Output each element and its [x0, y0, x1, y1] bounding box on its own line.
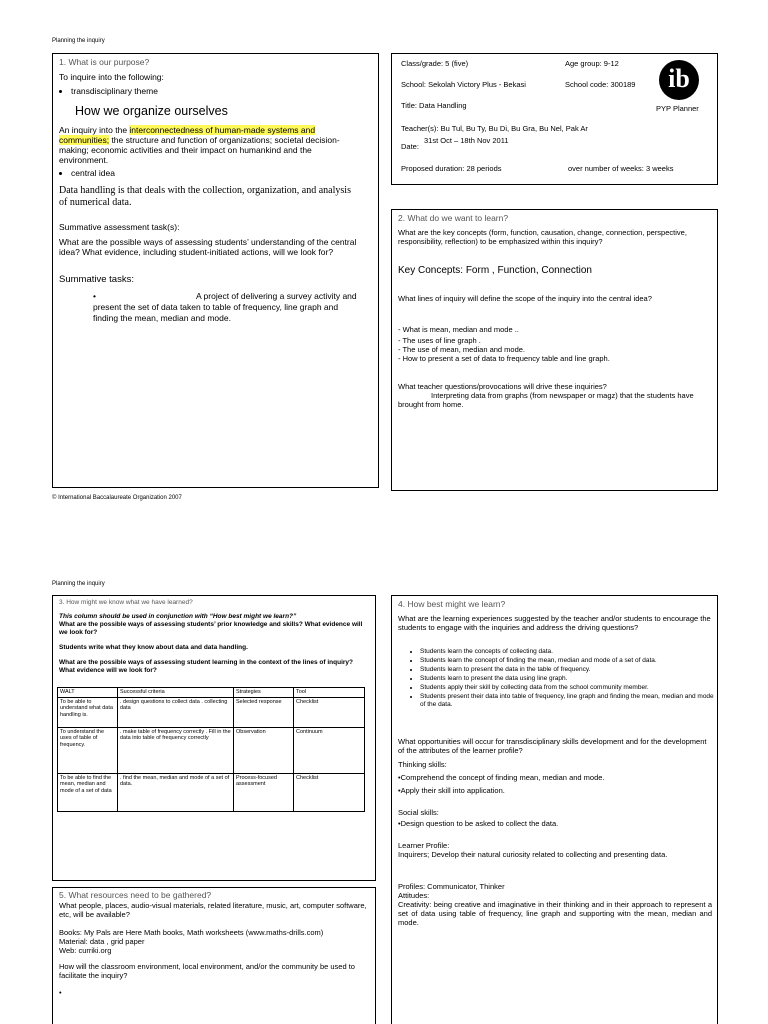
- line-of-inquiry: - The uses of line graph .: [398, 336, 481, 345]
- resources-question: What people, places, audio-visual materials, related literature, music, art, computer software, etc, will be available?: [59, 901, 367, 919]
- table-cell: . make table of frequency correctly . Fill in the data into table of frequency correctly: [118, 727, 234, 773]
- table-cell: Checklist: [294, 773, 365, 811]
- provocations: Interpreting data from graphs (from newspaper or magz) that the students have brought from home.: [398, 391, 694, 409]
- assessing-learning-question: What are the possible ways of assessing student learning in the context of the lines of inquiry? What evidence will we look for?: [59, 659, 353, 674]
- theme-desc-pre: An inquiry into the: [59, 125, 130, 135]
- line-of-inquiry: - How to present a set of data to frequency table and line graph.: [398, 354, 610, 363]
- table-header: Successful criteria: [118, 688, 234, 698]
- central-bullet-list: [59, 168, 115, 178]
- list-item: • Students learn to present the data in the table of frequency.: [420, 666, 720, 674]
- class-grade: Class/grade: 5 (five): [401, 59, 469, 68]
- unit-title: Title: Data Handling: [401, 101, 467, 110]
- central-idea: Data handling is that deals with the collection, organization, and analysis of numerical data.: [59, 185, 351, 208]
- table-header: Strategies: [234, 688, 294, 698]
- social-skill: •Design question to be asked to collect the data.: [398, 819, 559, 828]
- summative-task-text: A project of delivering a survey activity and present the set of data taken to table of frequency, line graph and finding the mean, median and mode.: [93, 291, 357, 323]
- table-cell: Selected response: [234, 697, 294, 727]
- transdisciplinary-skills-question: What opportunities will occur for transdisciplinary skills development and for the development of the attributes of the learner profile?: [398, 737, 707, 755]
- list-item: • Students present their data into table of frequency, line graph and finding the mean, median and mode of the data.: [420, 693, 720, 709]
- theme-desc-post: the structure and function of organizations; societal decision-making; economic activities and their impact on humankind and the environment.: [59, 135, 340, 165]
- summative-tasks-label: Summative tasks:: [59, 274, 134, 285]
- key-concepts: Key Concepts: Form , Function, Connection: [398, 265, 592, 276]
- table-cell: Observation: [234, 727, 294, 773]
- list-item: • Students apply their skill by collecting data from the school community member.: [420, 684, 720, 692]
- learn-heading: 2. What do we want to learn?: [398, 213, 509, 223]
- table-header: WALT: [58, 688, 118, 698]
- resources-books: Books: My Pals are Here Math books, Math worksheets (www.maths-drills.com): [59, 928, 324, 937]
- school-code: School code: 300189: [565, 80, 636, 89]
- page2-header: Planning the inquiry: [52, 581, 105, 587]
- table-row: [58, 697, 365, 727]
- age-group: Age group: 9-12: [565, 59, 619, 68]
- ib-logo-icon: ib: [659, 60, 699, 100]
- page1-header: Planning the inquiry: [52, 38, 105, 44]
- environment-bullet: •: [59, 988, 62, 997]
- learning-experiences-question: What are the learning experiences suggested by the teacher and/or students to encourage the students to engage with the inquiries and address the driving questions?: [398, 614, 711, 632]
- key-concepts-question: What are the key concepts (form, function, causation, change, connection, perspective, responsibility, reflection) to be emphasized within this inquiry?: [398, 228, 687, 246]
- thinking-skill: •Apply their skill into application.: [398, 786, 505, 795]
- line-of-inquiry: - What is mean, median and mode ..: [398, 325, 519, 334]
- table-cell: Checklist: [294, 697, 365, 727]
- table-row: [58, 727, 365, 773]
- know-box: [52, 595, 376, 881]
- number-of-weeks: over number of weeks: 3 weeks: [568, 164, 674, 173]
- date-label: Date:: [401, 142, 419, 151]
- page1-footer: © International Baccalaureate Organization 2007: [52, 495, 182, 501]
- table-row: [58, 773, 365, 811]
- date-value: 31st Oct – 18th Nov 2011: [424, 136, 509, 145]
- provocations-question: What teacher questions/provocations will drive these inquiries?: [398, 382, 607, 391]
- table-cell: To understand the uses of table of frequency.: [58, 727, 118, 773]
- prior-knowledge-question: What are the possible ways of assessing students’ prior knowledge and skills? What evidence will we look for?: [59, 621, 363, 636]
- list-item: • Students learn the concepts of collecting data.: [420, 648, 720, 656]
- lines-of-inquiry: [398, 325, 708, 363]
- environment-question: How will the classroom environment, local environment, and/or the community be used to facilitate the inquiry?: [59, 962, 355, 980]
- attitudes: Creativity: being creative and imaginative in their thinking and in their approach to represent a set of data using table of frequency, line graph and supporting witn the mean, median and mode.: [398, 900, 712, 927]
- theme-bullet: • transdisciplinary theme: [71, 86, 158, 96]
- profiles: Profiles: Communicator, Thinker: [398, 882, 505, 891]
- learner-profile-label: Learner Profile:: [398, 841, 450, 850]
- school-name: School: Sekolah Victory Plus - Bekasi: [401, 80, 526, 89]
- line-of-inquiry: - The use of mean, median and mode.: [398, 345, 526, 354]
- info-box: [391, 53, 718, 185]
- list-item: • Students learn to present the data using line graph.: [420, 675, 720, 683]
- theme-desc-highlight: interconnectedness of human-made systems and communities;: [59, 125, 316, 145]
- assessment-table: [57, 687, 365, 812]
- resources-heading: 5. What resources need to be gathered?: [59, 890, 212, 900]
- table-cell: To be able to understand what data handling is.: [58, 697, 118, 727]
- transdisciplinary-theme: How we organize ourselves: [75, 104, 228, 118]
- table-cell: To be able to find the mean, median and mode of a set of data: [58, 773, 118, 811]
- learn-box: [391, 209, 718, 491]
- thinking-skills-label: Thinking skills:: [398, 760, 447, 769]
- summative-label: Summative assessment task(s):: [59, 222, 180, 232]
- prior-knowledge: Students write what they know about data and data handling.: [59, 644, 248, 651]
- learning-experiences-list: [408, 648, 720, 709]
- proposed-duration: Proposed duration: 28 periods: [401, 164, 502, 173]
- central-idea-bullet: • central idea: [71, 168, 115, 178]
- list-item: • Students learn the concept of finding the mean, median and mode of a set of data.: [420, 657, 720, 665]
- theme-description: [59, 125, 359, 165]
- resources-web: Web: curriki.org: [59, 946, 112, 955]
- pyp-planner-label: PYP Planner: [656, 104, 699, 113]
- know-note: This column should be used in conjunction with “How best might we learn?”: [59, 613, 297, 620]
- social-skills-label: Social skills:: [398, 808, 439, 817]
- theme-bullet-list: [59, 86, 158, 96]
- best-heading: 4. How best might we learn?: [398, 599, 506, 609]
- table-header: Tool: [294, 688, 365, 698]
- table-cell: . find the mean, median and mode of a set of data.: [118, 773, 234, 811]
- table-cell: Process-focused assessment: [234, 773, 294, 811]
- summative-task: • A project of delivering a survey activity and present the set of data taken to table of frequency, line graph and finding the mean, median and mode.: [93, 291, 357, 323]
- purpose-heading: 1. What is our purpose?: [59, 57, 150, 67]
- summative-question: What are the possible ways of assessing students’ understanding of the central idea? What evidence, including student-initiated actions, will we look for?: [59, 237, 357, 257]
- attitudes-label: Attitudes:: [398, 891, 430, 900]
- lines-of-inquiry-question: What lines of inquiry will define the scope of the inquiry into the central idea?: [398, 294, 652, 303]
- resources-material: Material: data , grid paper: [59, 937, 145, 946]
- purpose-box: [52, 53, 379, 488]
- table-cell: Continuum: [294, 727, 365, 773]
- thinking-skill: •Comprehend the concept of finding mean, median and mode.: [398, 773, 605, 782]
- resources-box: [52, 887, 376, 1024]
- purpose-intro: To inquire into the following:: [59, 72, 164, 82]
- learner-profile: Inquirers; Develop their natural curiosity related to collecting and presenting data.: [398, 850, 668, 859]
- table-cell: . design questions to collect data . collecting data: [118, 697, 234, 727]
- table-header-row: [58, 688, 365, 698]
- teachers: Teacher(s): Bu Tul, Bu Ty, Bu Di, Bu Gra, Bu Nel, Pak Ar: [401, 124, 588, 133]
- best-box: [391, 595, 718, 1024]
- know-heading: 3. How might we know what we have learned?: [59, 599, 193, 606]
